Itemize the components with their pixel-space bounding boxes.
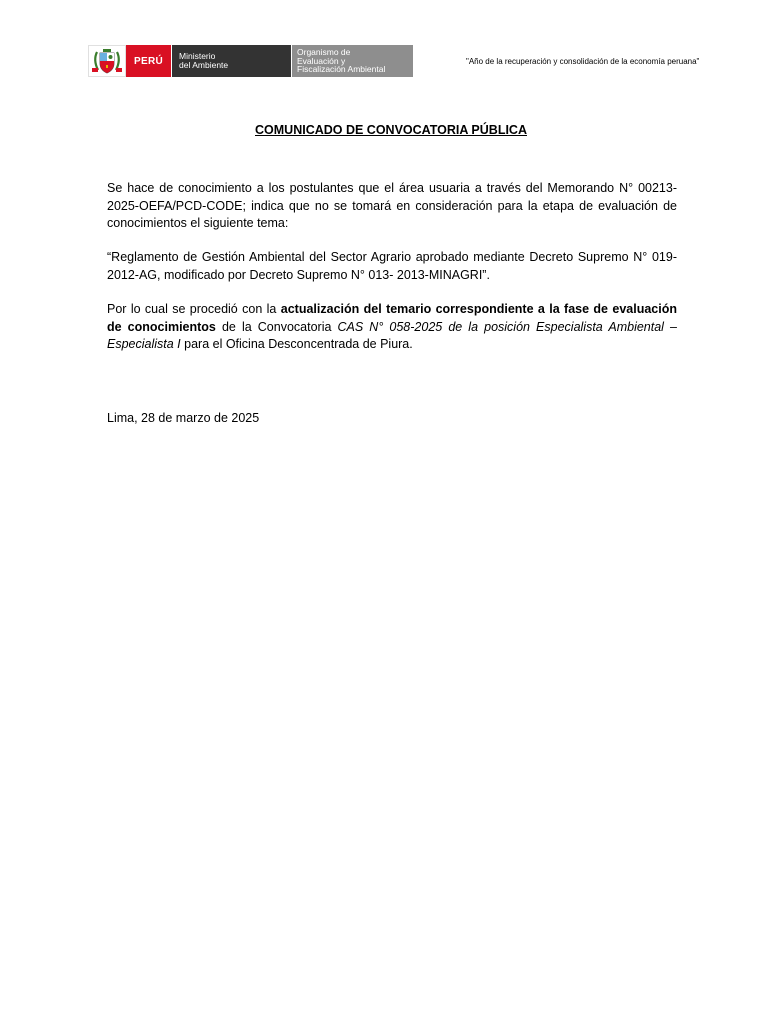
paragraph-notice: Se hace de conocimiento a los postulantes que el área usuaria a través del Memorando N° 00213-2025-OEFA/PCD-CODE; indica que no se tomará en consideración para la etapa de evaluación de conocimientos el siguiente tema:	[107, 181, 677, 230]
paragraph-update-italic: CAS N° 058-2025 de la posición Especialista Ambiental – Especialista I	[107, 319, 677, 351]
logo-country: PERÚ	[126, 45, 171, 77]
document-title: COMUNICADO DE CONVOCATORIA PÚBLICA	[255, 123, 527, 137]
logo-ministry-line1: Ministerio	[179, 51, 216, 61]
paragraph-regulation: “Reglamento de Gestión Ambiental del Sector Agrario aprobado mediante Decreto Supremo N° 019-2012-AG, modificado por Decreto Supremo N° 013- 2013-MINAGRI”.	[107, 250, 677, 282]
logo-ministry-line2: del Ambiente	[179, 60, 229, 70]
paragraph-update-part2: de la Convocatoria	[215, 319, 338, 334]
paragraph-update	[107, 301, 677, 354]
logo-organism-line1: Organismo de	[297, 47, 351, 57]
paragraph-update-part3: para el Oficina Desconcentrada de Piura.	[180, 337, 413, 351]
coat-of-arms-icon	[88, 45, 126, 77]
logo-organism-line2: Evaluación y	[297, 55, 346, 66]
paragraph-update-part1: Por lo cual se procedió con la	[107, 302, 281, 316]
logo-organism-line3: Fiscalización Ambiental	[297, 64, 386, 74]
logo-ministry	[171, 45, 291, 77]
logo-organism	[291, 45, 413, 77]
paragraph-update-bold: actualización del temario correspondiente a la fase de evaluación de conocimientos	[107, 302, 677, 334]
institution-logo	[88, 45, 413, 77]
year-motto: "Año de la recuperación y consolidación de la economía peruana"	[466, 57, 700, 66]
date-line: Lima, 28 de marzo de 2025	[107, 411, 260, 425]
